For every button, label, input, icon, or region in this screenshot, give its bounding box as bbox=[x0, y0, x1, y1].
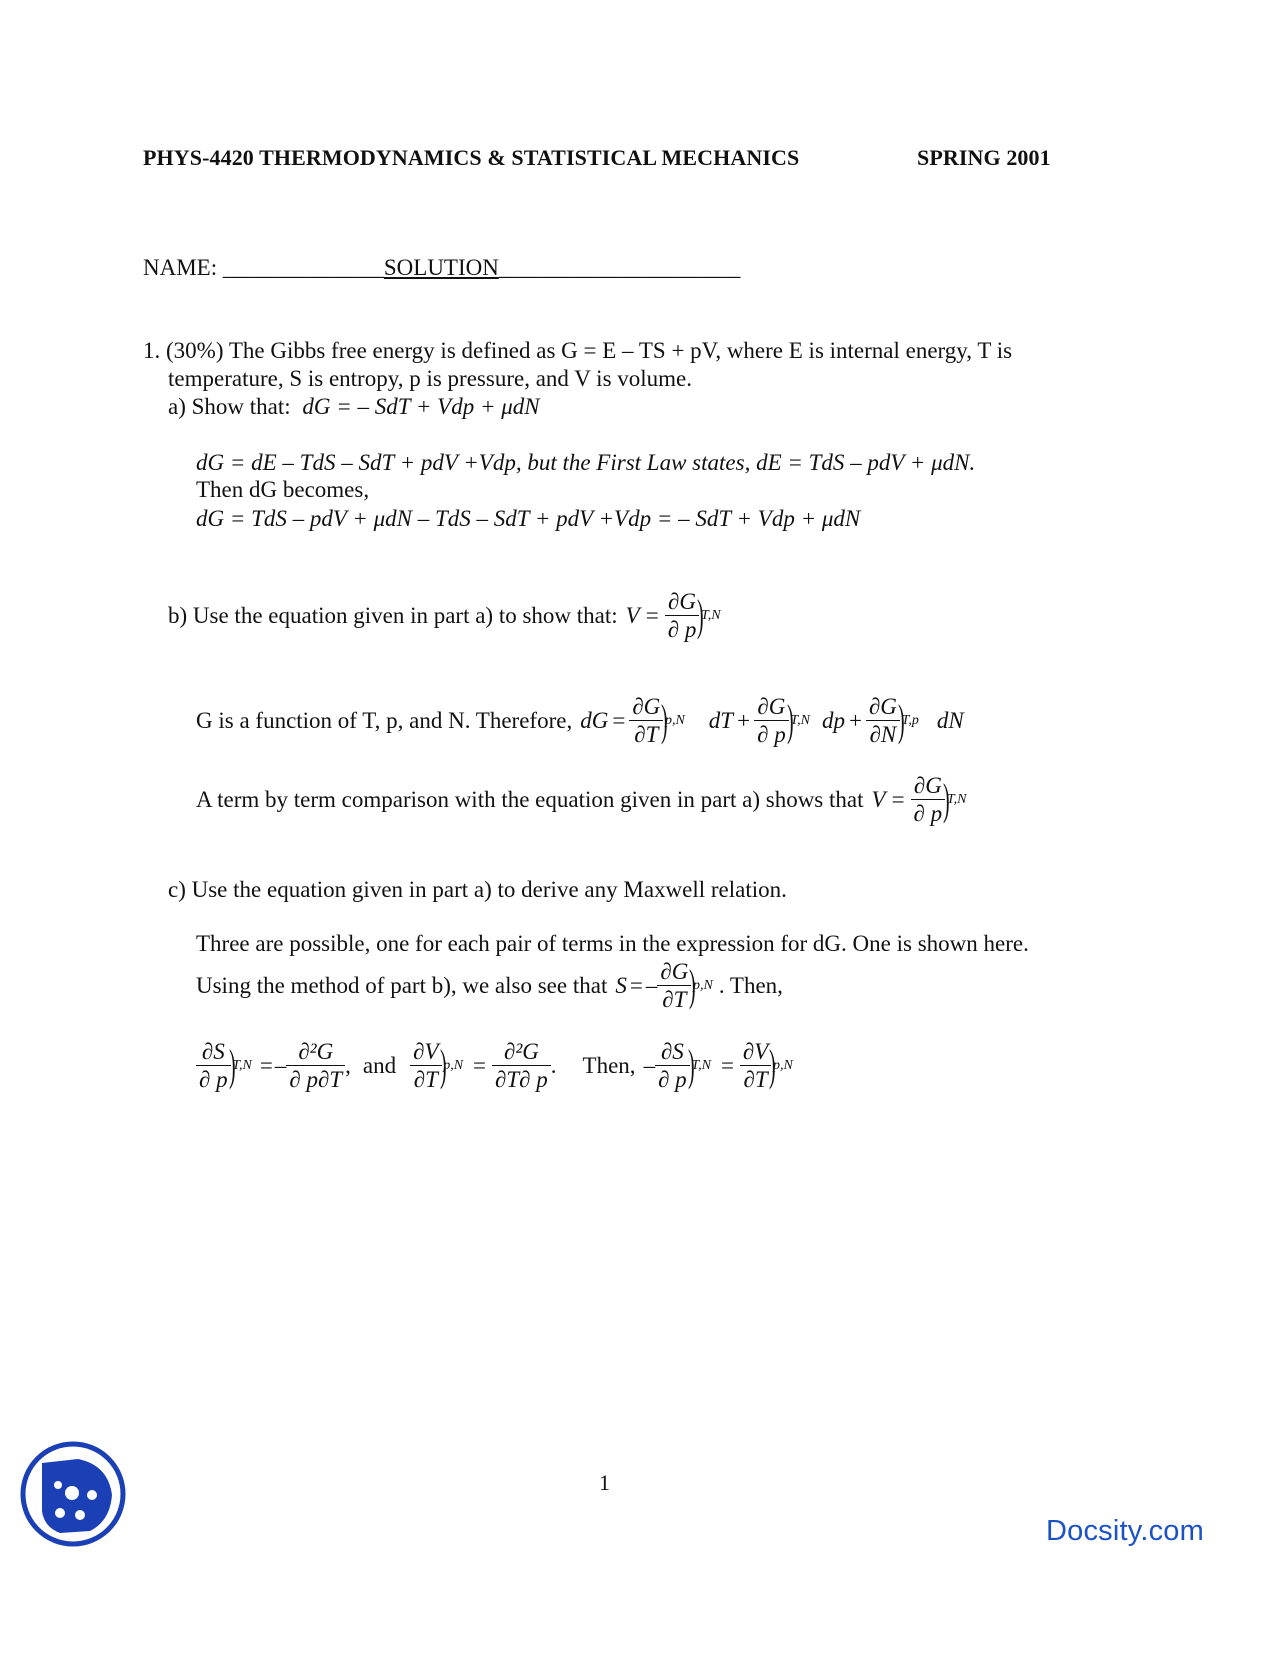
frac-dS-dp bbox=[196, 1038, 231, 1093]
sub-TN: T,N bbox=[691, 1057, 711, 1073]
sub-pN: p,N bbox=[692, 977, 713, 993]
sub-pN: p,N bbox=[664, 712, 685, 728]
math-eq: = bbox=[473, 1052, 487, 1078]
math-V: V bbox=[871, 786, 886, 812]
part-a-solution-2: Then dG becomes, bbox=[196, 477, 370, 502]
math-minus: – bbox=[645, 972, 658, 998]
frac-d2G-dTdp bbox=[492, 1038, 551, 1093]
frac-dG-dp bbox=[911, 772, 946, 827]
math-eq: = bbox=[645, 602, 659, 628]
frac-dV-dT bbox=[410, 1038, 441, 1093]
math-dN: dN bbox=[936, 707, 964, 733]
part-b-prompt-row bbox=[168, 588, 721, 643]
paren: ) bbox=[786, 695, 794, 745]
sub-TN: T,N bbox=[232, 1057, 252, 1073]
frac-num: ∂G bbox=[866, 693, 900, 721]
frac-dG-dp bbox=[665, 588, 700, 643]
frac-den: ∂ p bbox=[667, 617, 697, 642]
math-minus: – bbox=[643, 1052, 656, 1078]
frac-num: ∂²G bbox=[286, 1038, 345, 1066]
frac-den: ∂ p bbox=[199, 1067, 228, 1092]
course-title: PHYS-4420 THERMODYNAMICS & STATISTICAL MECHANICS bbox=[143, 145, 800, 170]
sub-Tp: T,p bbox=[901, 712, 919, 728]
and-text: and bbox=[362, 1053, 397, 1078]
part-a-prompt bbox=[168, 392, 540, 421]
frac-den: ∂ p bbox=[658, 1067, 687, 1092]
docsity-logo-icon bbox=[20, 1441, 126, 1547]
frac-num: ∂G bbox=[754, 693, 789, 721]
math-plus: + bbox=[848, 707, 862, 733]
frac-num: ∂²G bbox=[492, 1038, 551, 1066]
frac-den: ∂ p∂T bbox=[289, 1067, 343, 1092]
sub-pN: p,N bbox=[773, 1057, 793, 1073]
frac-den: ∂N bbox=[869, 722, 897, 747]
name-value: SOLUTION bbox=[383, 255, 499, 280]
frac-dG-dp bbox=[754, 693, 789, 748]
then2-text: Then, bbox=[582, 1053, 636, 1078]
paren: ) bbox=[769, 1040, 776, 1090]
math-plus: + bbox=[737, 707, 751, 733]
frac-num: ∂V bbox=[410, 1038, 441, 1066]
problem1-line1 bbox=[143, 336, 1012, 365]
paren: ) bbox=[661, 695, 668, 745]
frac-num: ∂S bbox=[655, 1038, 690, 1066]
name-line bbox=[143, 253, 740, 282]
frac-num: ∂G bbox=[665, 588, 700, 616]
math-dT: dT bbox=[708, 707, 734, 733]
math-minus: – bbox=[274, 1052, 287, 1078]
math-comma: , bbox=[345, 1052, 351, 1078]
paren: ) bbox=[897, 695, 905, 745]
frac-d2G-dpdT bbox=[286, 1038, 345, 1093]
frac-num: ∂V bbox=[740, 1038, 771, 1066]
frac-den: ∂T bbox=[634, 722, 659, 747]
frac-dS-dp bbox=[655, 1038, 690, 1093]
sub-pN: p,N bbox=[443, 1057, 464, 1073]
part-a-prompt-text: a) Show that: bbox=[168, 394, 291, 419]
math-eq: = bbox=[612, 707, 626, 733]
part-b-solution-1: G is a function of T, p, and N. Therefore, bbox=[196, 708, 573, 733]
part-c-prompt: c) Use the equation given in part a) to derive any Maxwell relation. bbox=[168, 877, 787, 902]
part-b-solution-2: A term by term comparison with the equation given in part a) shows that bbox=[196, 787, 864, 812]
paren: ) bbox=[943, 774, 950, 824]
part-c-solution-2-row bbox=[196, 958, 783, 1013]
docsity-link[interactable]: Docsity.com bbox=[1046, 1515, 1204, 1547]
paren: ) bbox=[439, 1040, 447, 1090]
part-b-solution-2-row bbox=[196, 772, 966, 827]
math-eq: = bbox=[629, 972, 643, 998]
frac-den: ∂T∂ p bbox=[495, 1067, 548, 1092]
then-text: . Then, bbox=[718, 973, 783, 998]
sub-TN: T,N bbox=[790, 712, 810, 728]
sub-TN: T,N bbox=[701, 607, 721, 623]
frac-dG-dT bbox=[657, 958, 691, 1013]
frac-den: ∂T bbox=[662, 987, 687, 1012]
name-label: NAME: bbox=[143, 255, 218, 280]
page-number: 1 bbox=[599, 1470, 610, 1495]
maxwell-row bbox=[196, 1038, 793, 1093]
math-S: S bbox=[615, 972, 627, 998]
math-dG: dG bbox=[580, 707, 609, 733]
problem1-intro-1: The Gibbs free energy is defined as G = E – TS + pV, where E is internal energy, T is bbox=[228, 338, 1013, 363]
frac-num: ∂G bbox=[629, 693, 663, 721]
problem1-number: 1. (30%) bbox=[143, 338, 224, 363]
part-a-prompt-eq: dG = – SdT + Vdp + μdN bbox=[302, 394, 540, 419]
part-a-solution-1: dG = dE – TdS – SdT + pdV +Vdp, but the First Law states, dE = TdS – pdV + μdN. bbox=[196, 450, 976, 475]
frac-den: ∂T bbox=[743, 1067, 768, 1092]
part-b-solution-1-row bbox=[196, 693, 964, 748]
paren: ) bbox=[687, 1040, 695, 1090]
part-c-solution-1: Three are possible, one for each pair of terms in the expression for dG. One is shown here. bbox=[196, 931, 1029, 956]
frac-den: ∂ p bbox=[913, 801, 943, 826]
frac-num: ∂G bbox=[911, 772, 946, 800]
frac-den: ∂T bbox=[413, 1067, 438, 1092]
part-c-solution-2: Using the method of part b), we also see that bbox=[196, 973, 608, 998]
sub-TN: T,N bbox=[946, 791, 967, 807]
term-label: SPRING 2001 bbox=[917, 145, 1051, 170]
name-blank-before: ______________ bbox=[222, 255, 384, 280]
math-eq: = bbox=[720, 1052, 734, 1078]
frac-num: ∂S bbox=[196, 1038, 231, 1066]
name-blank-after: _____________________ bbox=[498, 255, 741, 280]
problem1-intro-2: temperature, S is entropy, p is pressure, and V is volume. bbox=[168, 366, 693, 391]
math-V: V bbox=[625, 602, 640, 628]
frac-den: ∂ p bbox=[757, 722, 786, 747]
math-eq: = bbox=[259, 1052, 273, 1078]
frac-dG-dT bbox=[629, 693, 663, 748]
math-period: . bbox=[550, 1052, 557, 1078]
math-dp: dp bbox=[821, 707, 845, 733]
frac-num: ∂G bbox=[657, 958, 691, 986]
frac-dG-dN bbox=[866, 693, 900, 748]
paren: ) bbox=[228, 1040, 236, 1090]
paren: ) bbox=[689, 960, 696, 1010]
paren: ) bbox=[697, 590, 704, 640]
frac-dV-dT bbox=[740, 1038, 771, 1093]
part-a-solution-3: dG = TdS – pdV + μdN – TdS – SdT + pdV +Vdp = – SdT + Vdp + μdN bbox=[196, 506, 861, 531]
part-b-prompt: b) Use the equation given in part a) to show that: bbox=[168, 603, 618, 628]
math-eq: = bbox=[891, 786, 905, 812]
